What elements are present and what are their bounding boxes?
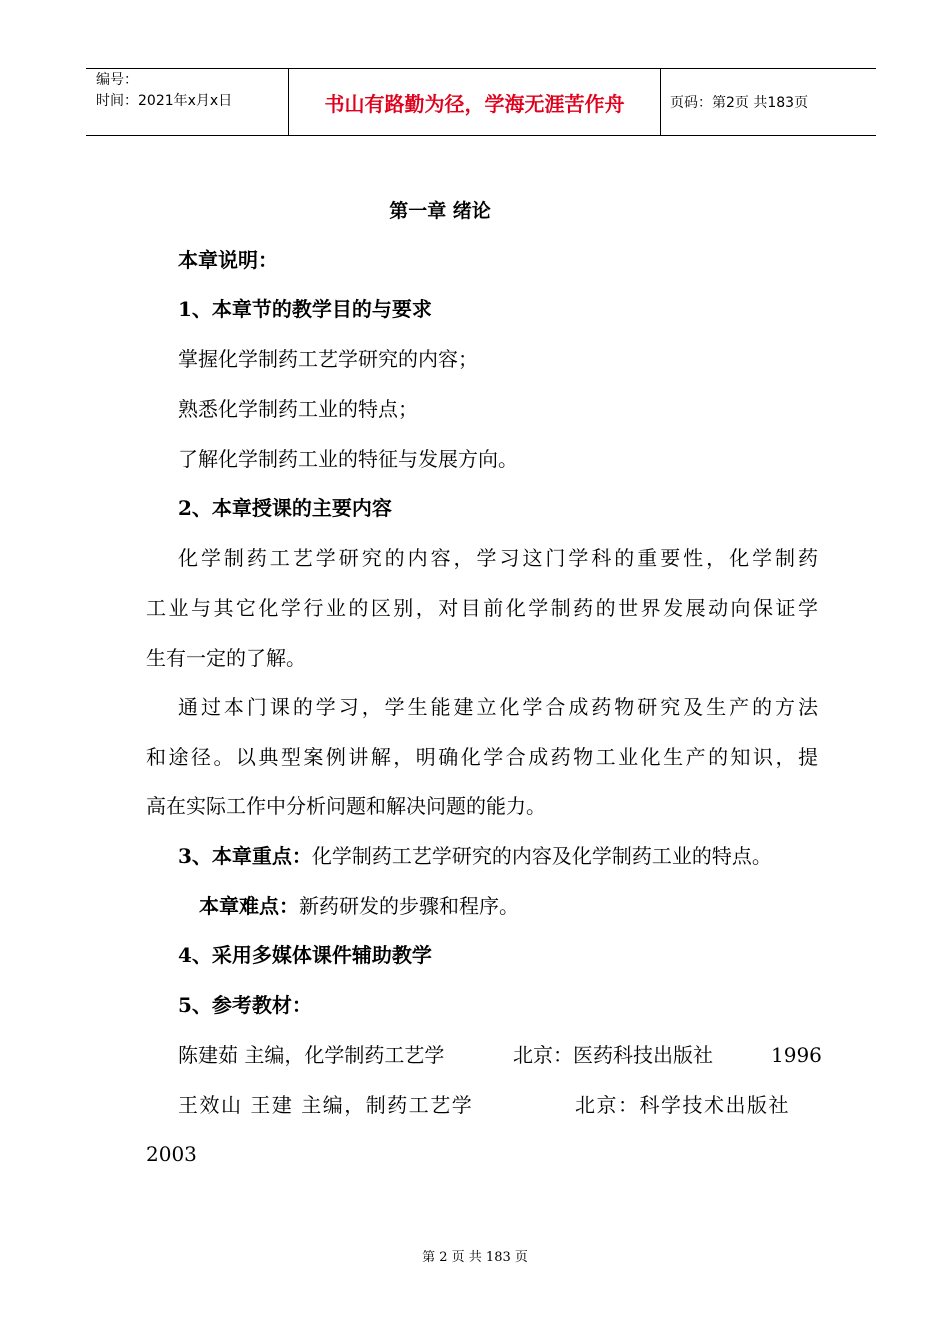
section-2-para-2-line: 高在实际工作中分析问题和解决问题的能力。	[146, 794, 546, 818]
section-2-heading: 2、本章授课的主要内容	[178, 496, 392, 520]
chapter-title: 第一章 绪论	[389, 200, 491, 222]
difficulty-label: 本章难点：	[199, 894, 299, 918]
section-2-para-1-line: 生有一定的了解。	[146, 646, 306, 670]
section-2-para-2-line: 通过本门课的学习，学生能建立化学合成药物研究及生产的方法	[178, 695, 818, 719]
section-1-heading: 1、本章节的教学目的与要求	[178, 297, 432, 321]
reference-1-year: 1996	[771, 1043, 822, 1067]
section-1-item: 了解化学制药工业的特征与发展方向。	[178, 447, 518, 471]
section-3-text: 化学制药工艺学研究的内容及化学制药工业的特点。	[311, 844, 772, 868]
section-2-para-2-line: 和途径。以典型案例讲解，明确化学合成药物工业化生产的知识，提	[146, 745, 818, 769]
section-1-item: 掌握化学制药工艺学研究的内容；	[178, 347, 478, 371]
section-4-heading: 4、采用多媒体课件辅助教学	[178, 943, 432, 967]
section-2-para-1-line: 化学制药工艺学研究的内容，学习这门学科的重要性，化学制药	[178, 546, 818, 570]
difficulty-line	[199, 891, 519, 921]
section-1-item: 熟悉化学制药工业的特点；	[178, 397, 418, 421]
header-motto: 书山有路勤为径，学海无涯苦作舟	[324, 92, 625, 116]
section-2-para-1-line: 工业与其它化学行业的区别，对目前化学制药的世界发展动向保证学	[146, 596, 818, 620]
reference-1-publisher: 北京：医药科技出版社	[513, 1043, 713, 1067]
header-bottom-rule	[86, 135, 876, 136]
reference-2-year: 2003	[146, 1142, 197, 1166]
section-3-label: 3、本章重点：	[178, 844, 312, 868]
difficulty-text: 新药研发的步骤和程序。	[299, 894, 519, 918]
header-top-rule	[86, 68, 876, 69]
reference-2-publisher: 北京：科学技术出版社	[575, 1093, 790, 1117]
section-3-line	[178, 841, 772, 871]
header-time-label: 时间：2021年x月x日	[96, 93, 233, 109]
header-divider-right	[660, 68, 661, 136]
section-5-heading: 5、参考教材：	[178, 993, 312, 1017]
header-meta	[96, 70, 232, 112]
header-page-info: 页码：第2页 共183页	[670, 95, 809, 111]
page-footer: 第 2 页 共 183 页	[422, 1250, 528, 1265]
reference-2-author-title: 王效山 王建 主编，制药工艺学	[178, 1093, 474, 1117]
header-number-label: 编号：	[96, 72, 138, 88]
reference-1-author-title: 陈建茹 主编，化学制药工艺学	[178, 1043, 445, 1067]
intro-heading: 本章说明：	[178, 248, 278, 272]
